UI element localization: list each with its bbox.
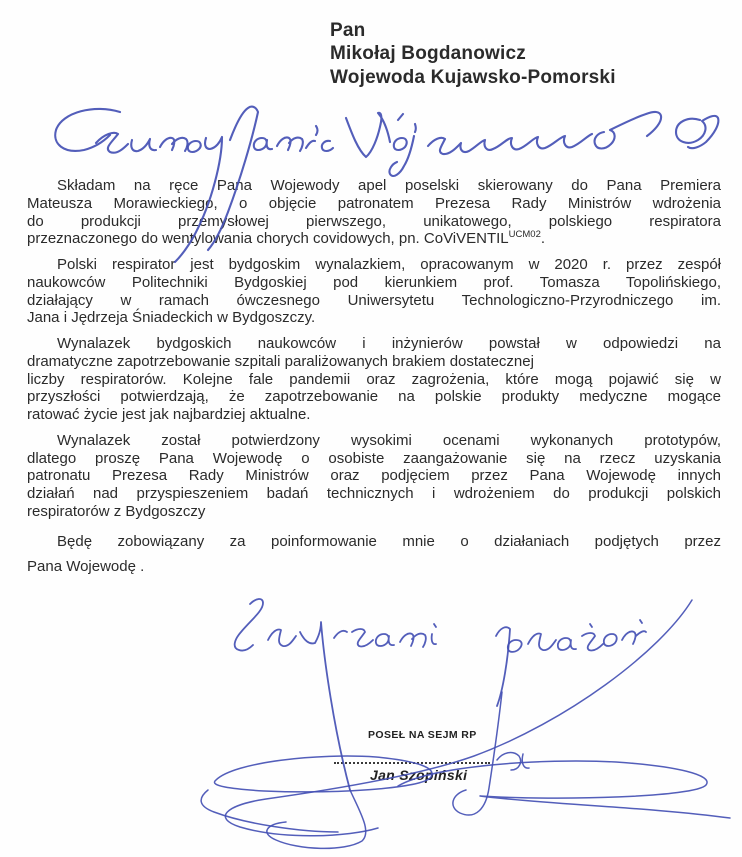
signature-scribble (201, 600, 730, 848)
body-paragraph (27, 335, 721, 424)
body-line: Pana Wojewodę . (27, 557, 145, 575)
body-line: Wynalazek bydgoskich naukowców i inżynierów powstał w odpowiedzi na (57, 335, 721, 352)
body-line: Będę zobowiązany za poinformowanie mnie o działaniach podjętych przez (57, 532, 721, 550)
recipient-block (330, 19, 616, 89)
body-line: respiratorów z Bydgoszczy (27, 502, 206, 520)
body-line: Polski respirator jest bydgoskim wynalazkiem, opracowanym w 2020 r. przez zespół (57, 256, 721, 273)
recipient-salutation: Pan (330, 20, 366, 41)
body-line: Składam na ręce Pana Wojewody apel poselski skierowany do Pana Premiera (57, 177, 721, 194)
signer-role: POSEŁ NA SEJM RP (368, 729, 477, 741)
body-paragraph (27, 432, 721, 521)
body-text (27, 177, 721, 587)
body-line: Jana i Jędrzeja Śniadeckich w Bydgoszczy. (27, 309, 316, 327)
superscript-model-code: UCM02 (508, 229, 541, 241)
body-line: patronatu Prezesa Rady Ministrów oraz podjęciem przez Pana Wojewodę innych (27, 467, 721, 485)
body-line: liczby respiratorów. Kolejne fale pandemii oraz zagrożenia, które mogą pojawić się w (27, 370, 721, 388)
body-line: działań nad przyspieszeniem badań technicznych i wdrożeniem do produkcji polskich (27, 485, 721, 502)
body-paragraph (27, 529, 721, 579)
body-line: ratować życie jest jak najbardziej aktualne. (27, 406, 311, 423)
recipient-title: Wojewoda Kujawsko-Pomorski (330, 66, 616, 88)
body-line: dlatego proszę Pana Wojewodę o osobiste zaangażowanie się na rzecz uzyskania (27, 449, 721, 467)
body-line: przyszłości potwierdzają, że zapotrzebowanie na polskie produkty medyczne mogące (27, 388, 721, 406)
body-line: przeznaczonego do wentylowania chorych covidowych, pn. CoViVENTIL$^{UCM02}$. (27, 229, 546, 248)
body-paragraph (27, 256, 721, 327)
signature-dotted-line (334, 762, 490, 764)
body-line: Mateusza Morawieckiego, o objęcie patronatem Prezesa Rady Ministrów wdrożenia (27, 194, 721, 212)
body-line: naukowców Politechniki Bydgoskiej pod kierunkiem prof. Tomasza Topolińskiego, (27, 273, 721, 291)
body-line: do produkcji przemysłowej pierwszego, unikatowego, polskiego respiratora (27, 212, 721, 230)
recipient-name: Mikołaj Bogdanowicz (330, 43, 526, 65)
body-line: dramatyczne zapotrzebowanie szpitali paraliżowanych brakiem dostatecznej (27, 352, 534, 370)
body-line: Wynalazek został potwierdzony wysokimi ocenami wykonanych prototypów, (57, 431, 721, 449)
body-line: działający w ramach ówczesnego Uniwersytetu Technologiczno-Przyrodniczego im. (27, 291, 721, 309)
signer-name: Jan Szopiński (370, 767, 468, 783)
body-paragraph (27, 177, 721, 248)
